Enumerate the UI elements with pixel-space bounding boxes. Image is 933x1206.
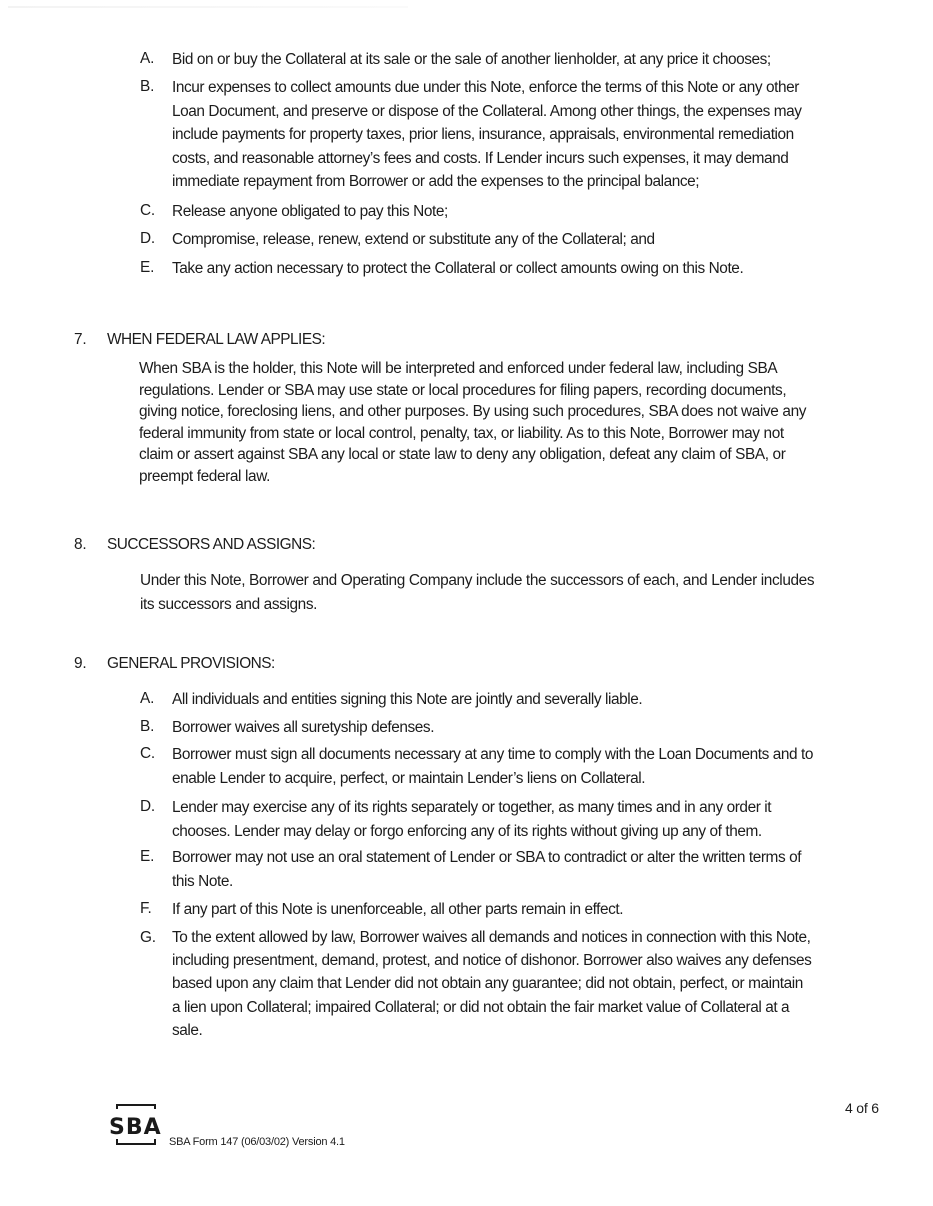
section-number: 8. (74, 536, 87, 553)
list-item: Bid on or buy the Collateral at its sale or the sale of another lienholder, at any price it chooses; (172, 51, 771, 68)
list-item-letter: B. (140, 78, 155, 95)
list-item: If any part of this Note is unenforceable, all other parts remain in effect. (172, 901, 624, 918)
list-item-letter: F. (140, 900, 152, 917)
list-item: Borrower must sign all documents necessary at any time to comply with the Loan Documents and to enable Lender to acquire, perfect, or maintain Lender’s liens on Collateral. (172, 746, 814, 787)
list-item-letter: D. (140, 798, 155, 815)
list-item: Incur expenses to collect amounts due under this Note, enforce the terms of this Note or any other Loan Document, and preserve or dispose of the Collateral. Among other things, the expenses may include payments for property taxes, prior liens, insurance, appraisals, environmental remediation costs, and reasonable attorney’s fees and costs. If Lender incurs such expenses, it may demand immediate repayment from Borrower or add the expenses to the principal balance; (172, 79, 802, 191)
list-item: Release anyone obligated to pay this Note; (172, 203, 448, 220)
list-item: Borrower may not use an oral statement of Lender or SBA to contradict or alter the written terms of this Note. (172, 849, 802, 890)
section-number: 9. (74, 655, 87, 672)
page-number: 4 of 6 (845, 1100, 879, 1116)
scan-artifact (8, 6, 408, 8)
list-item: Take any action necessary to protect the Collateral or collect amounts owing on this Note. (172, 260, 744, 277)
list-item: Borrower waives all suretyship defenses. (172, 719, 435, 736)
list-item-letter: C. (140, 745, 155, 762)
form-label: SBA Form 147 (06/03/02) Version 4.1 (169, 1136, 345, 1148)
list-item-letter: E. (140, 259, 155, 276)
list-item-letter: A. (140, 50, 155, 67)
list-item: All individuals and entities signing this Note are jointly and severally liable. (172, 691, 643, 708)
section-heading: WHEN FEDERAL LAW APPLIES: (107, 331, 326, 348)
list-item: Lender may exercise any of its rights separately or together, as many times and in any order it chooses. Lender may delay or forgo enforcing any of its rights without giving up any of them. (172, 799, 772, 840)
list-item-letter: C. (140, 202, 155, 219)
list-item-letter: B. (140, 718, 155, 735)
list-item-letter: G. (140, 929, 156, 946)
sba-logo-text: SBA (109, 1115, 162, 1140)
list-item: To the extent allowed by law, Borrower waives all demands and notices in connection with this Note, including presentment, demand, protest, and notice of dishonor. Borrower also waives any defenses based upon any claim that Lender did not obtain any guarantee; did not obtain, perfect, or maintain a lien upon Collateral; impaired Collateral; or did not obtain the fair market value of Collateral at a sale. (172, 929, 812, 1039)
list-item: Compromise, release, renew, extend or substitute any of the Collateral; and (172, 231, 655, 248)
section-paragraph: When SBA is the holder, this Note will be interpreted and enforced under federal law, including SBA regulations. Lender or SBA may use state or local procedures for filing papers, recording documents, giving notice, foreclosing liens, and other purposes. By using such procedures, SBA does not waive any federal immunity from state or local control, penalty, tax, or liability. As to this Note, Borrower may not claim or assert against SBA any local or state law to deny any obligation, defeat any claim of SBA, or preempt federal law. (139, 360, 807, 485)
sba-logo-icon (107, 1103, 163, 1147)
section-paragraph: Under this Note, Borrower and Operating Company include the successors of each, and Lender includes its successors and assigns. (140, 572, 815, 613)
section-number: 7. (74, 331, 87, 348)
list-item-letter: E. (140, 848, 155, 865)
list-item-letter: D. (140, 230, 155, 247)
section-heading: SUCCESSORS AND ASSIGNS: (107, 536, 316, 553)
section-heading: GENERAL PROVISIONS: (107, 655, 275, 672)
list-item-letter: A. (140, 690, 155, 707)
